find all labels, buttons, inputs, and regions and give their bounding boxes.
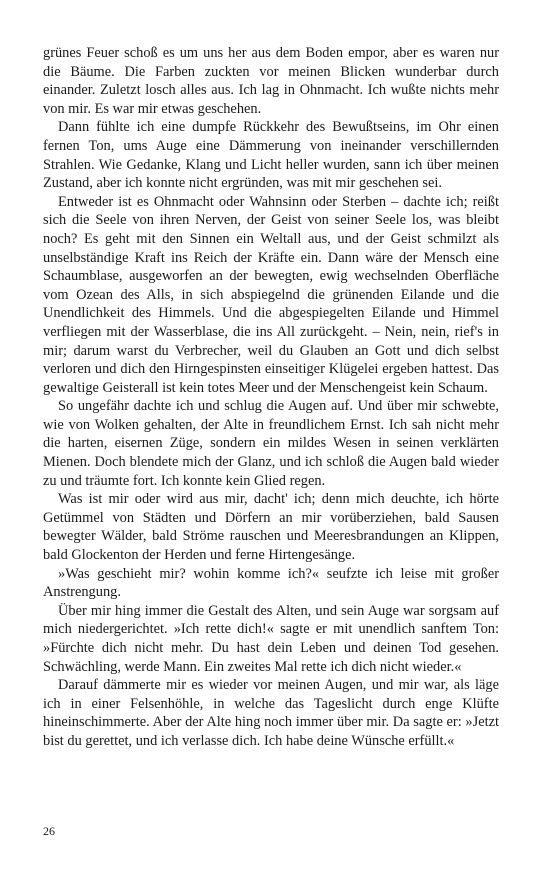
paragraph: grünes Feuer schoß es um uns her aus dem Boden empor, aber es waren nur die Bäume. Die Farben zuckten vor meinen Blicken wunderbar durch einander. Zuletzt losch alles aus. Ich lag in Ohnmacht. Ich wußte nichts mehr von mir. Es war mir etwas geschehen.: [43, 45, 499, 117]
paragraph: Was ist mir oder wird aus mir, dacht' ich; denn mich deuchte, ich hörte Getümmel von Städten und Dörfern an mir vorüberziehen, bald Sausen bewegter Wälder, bald Ströme rauschen und Meeresbrandungen an Klippen, bald Glockenton der Herden und ferne Hirtengesänge.: [43, 491, 499, 564]
paragraph: So ungefähr dachte ich und schlug die Augen auf. Und über mir schwebte, wie von Wolken gehalten, der Alte in freundlichem Ernst. Ich sah nicht mehr die harten, eisernen Züge, sondern ein mildes Wesen in seinen verklärten Mienen. Doch blendete mich der Glanz, und ich schloß die Augen bald wieder zu und träumte fort. Ich konnte kein Glied regen.: [43, 398, 499, 489]
paragraph: Darauf dämmerte mir es wieder vor meinen Augen, und mir war, als läge ich in einer Felsenhöhle, in welche das Tageslicht durch enge Klüfte hineinschimmerte. Aber der Alte hing noch immer über mir. Da sagte er: »Jetzt bist du gerettet, und ich verlasse dich. Ich habe deine Wünsche erfüllt.«: [43, 677, 499, 749]
paragraph: »Was geschieht mir? wohin komme ich?« seufzte ich leise mit großer Anstrengung.: [43, 565, 499, 601]
paragraph: Über mir hing immer die Gestalt des Alten, und sein Auge war sorgsam auf mich niedergerichtet. »Ich rette dich!« sagte er mit unendlich sanftem Ton: »Fürchte dich nicht mehr. Du hast dein Leben und deinen Tod gesehen. Schwächling, werde Mann. Ein zweites Mal rette ich dich nicht wieder.«: [43, 602, 499, 675]
paragraph: Dann fühlte ich eine dumpfe Rückkehr des Bewußtseins, im Ohr einen fernen Ton, ums Auge eine Dämmerung von ineinander verschillernden Strahlen. Wie Gedanke, Klang und Licht heller wurden, sann ich über meinen Zustand, aber ich konnte nicht ergründen, was mit mir geschehen sei.: [43, 119, 499, 192]
body-text: [43, 44, 499, 751]
book-page: [43, 44, 499, 751]
page-number: 26: [43, 824, 55, 838]
paragraph: Entweder ist es Ohnmacht oder Wahnsinn oder Sterben – dachte ich; reißt sich die Seele von ihren Nerven, der Geist von seiner Seele los, was bleibt noch? Es geht mit den Sinnen ein Weltall aus, und der Geist schmilzt als unselbständige Kraft ins Reich der Kräfte ein. Dann wäre der Mensch eine Schaumblase, ausgeworfen an der bewegten, ewig wechselnden Oberfläche vom Ozean des Alls, in sich abspiegelnd die grünenden Eilande und die Unendlichkeit des Himmels. Und die abgespiegelten Eilande und Himmel verfliegen mit der Wasserblase, die ins All zurückgeht. – Nein, nein, rief's in mir; darum warst du Verbrecher, weil du Glauben an Gott und dich selbst verloren und dich den Hirngespinsten einseitiger Klügelei ergeben hattest. Das gewaltige Geisterall ist kein totes Meer und der Menschengeist kein Schaum.: [43, 193, 499, 396]
